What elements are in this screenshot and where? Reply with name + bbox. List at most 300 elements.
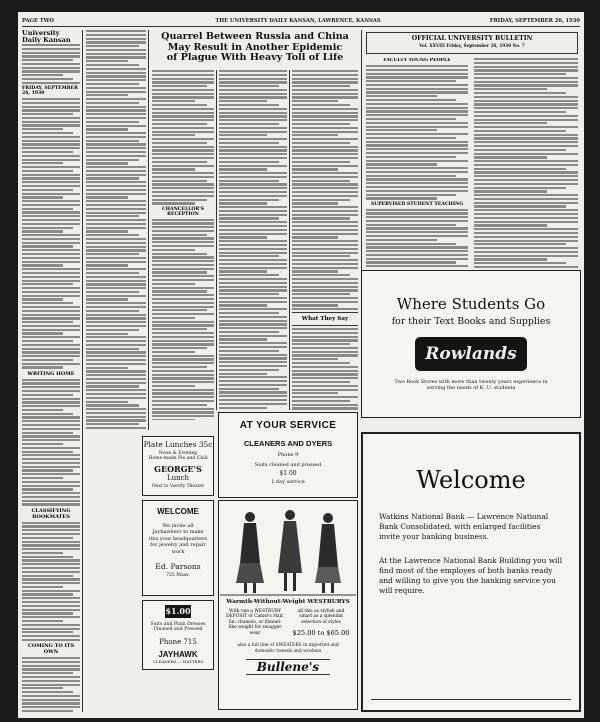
text-line (22, 344, 80, 346)
text-line (474, 137, 578, 139)
text-line (86, 102, 139, 104)
text-line (292, 229, 358, 231)
text-line (152, 230, 214, 232)
text-line (86, 344, 146, 346)
text-line (86, 38, 146, 40)
text-line (219, 357, 287, 359)
text-line (152, 279, 214, 281)
text-line (292, 93, 358, 95)
text-line (219, 149, 287, 151)
text-line (474, 160, 578, 162)
rowlands-logo: Rowlands (415, 337, 527, 371)
text-line (292, 78, 358, 80)
text-line (22, 325, 80, 327)
text-line (22, 359, 73, 361)
text-line (22, 639, 80, 641)
text-line (86, 423, 139, 425)
text-line (22, 329, 80, 331)
text-line (366, 261, 456, 263)
text-line (86, 427, 146, 429)
masthead-rule (22, 26, 580, 27)
text-line (22, 485, 80, 487)
text-line (22, 432, 73, 434)
text-line (474, 58, 578, 60)
text-line (86, 174, 146, 176)
text-line (86, 91, 146, 93)
text-line (22, 109, 80, 111)
text-line (292, 255, 350, 257)
text-line (292, 119, 358, 121)
text-line (474, 107, 578, 109)
text-line (474, 255, 578, 257)
text-line (366, 118, 456, 120)
text-line (292, 308, 358, 310)
text-line (474, 205, 566, 207)
text-line (474, 202, 578, 204)
text-line (152, 358, 214, 360)
text-line (474, 100, 578, 102)
text-line (219, 165, 287, 167)
service-line1: Suits cleaned and pressed (254, 462, 322, 468)
text-line (366, 178, 468, 180)
text-line (22, 582, 80, 584)
text-line (219, 100, 267, 102)
text-line (86, 53, 146, 55)
text-line (22, 631, 73, 633)
text-line (366, 144, 468, 146)
text-line (22, 332, 63, 334)
text-line (219, 304, 267, 306)
text-line (22, 249, 80, 251)
text-line (219, 301, 287, 303)
text-line (22, 253, 80, 255)
text-line (22, 394, 73, 396)
text-line (366, 126, 468, 128)
text-line (86, 336, 146, 338)
text-line (152, 302, 214, 304)
text-line (219, 320, 287, 322)
text-line (22, 691, 73, 693)
text-line (152, 355, 214, 357)
text-line (292, 354, 358, 356)
text-line (219, 142, 279, 144)
text-line (219, 252, 287, 254)
text-line (22, 435, 80, 437)
body-text-lines (366, 65, 468, 200)
text-line (292, 85, 350, 87)
text-line (152, 123, 207, 125)
text-line (86, 385, 139, 387)
text-line (22, 147, 80, 149)
text-line (22, 537, 73, 539)
text-line (474, 247, 578, 249)
text-line (152, 219, 214, 221)
text-line (366, 129, 437, 131)
text-line (22, 533, 80, 535)
text-line (292, 332, 358, 334)
text-line (22, 189, 73, 191)
text-line (86, 162, 128, 164)
text-line (292, 165, 358, 167)
text-line (474, 209, 578, 211)
text-line (86, 238, 146, 240)
text-line (219, 255, 279, 257)
text-line (219, 119, 287, 121)
text-line (22, 170, 73, 172)
text-line (22, 661, 80, 663)
plate-line4: Next to Varsity Theatre (151, 484, 205, 489)
text-line (474, 179, 578, 181)
text-line (152, 271, 207, 273)
text-line (474, 126, 578, 128)
text-line (219, 395, 287, 397)
heading-writing-home: WRITING HOME (27, 370, 75, 377)
text-line (22, 70, 80, 72)
text-line (366, 175, 456, 177)
text-line (152, 85, 207, 87)
text-line (152, 392, 214, 394)
text-line (366, 246, 468, 248)
text-line (292, 138, 358, 140)
text-line (366, 163, 437, 165)
text-line (22, 597, 80, 599)
text-line (152, 377, 214, 379)
text-line (292, 115, 358, 117)
text-line (219, 217, 279, 219)
text-line (86, 389, 146, 391)
text-line (219, 93, 287, 95)
text-line (22, 609, 80, 611)
text-line (474, 145, 578, 147)
text-line (22, 559, 80, 561)
text-line (366, 224, 456, 226)
text-line (292, 407, 358, 409)
text-line (152, 328, 207, 330)
text-line (22, 196, 63, 198)
text-line (152, 389, 214, 391)
text-line (22, 575, 73, 577)
text-line (152, 119, 214, 121)
text-line (86, 151, 146, 153)
text-line (22, 162, 63, 164)
text-line (86, 49, 146, 51)
text-line (22, 668, 80, 670)
text-line (152, 138, 214, 140)
column-rule (289, 70, 290, 410)
text-line (292, 176, 358, 178)
text-line (366, 160, 468, 162)
text-line (474, 96, 578, 98)
text-line (86, 276, 146, 278)
text-line (366, 209, 468, 211)
text-line (219, 373, 267, 375)
text-line (22, 124, 80, 126)
text-line (292, 358, 338, 360)
text-line (292, 362, 350, 364)
text-line (86, 64, 139, 66)
headline-line-3: of Plague With Heavy Toll of Life (166, 52, 344, 63)
text-line (219, 407, 267, 409)
text-line (474, 232, 578, 234)
text-line (22, 500, 80, 502)
rowlands-headline-1: Where Students Go (396, 295, 546, 313)
text-line (22, 420, 80, 422)
body-text-lines (22, 379, 80, 506)
text-line (152, 134, 195, 136)
text-line (474, 130, 566, 132)
text-line (86, 34, 146, 36)
text-line (474, 266, 578, 268)
text-line (366, 194, 456, 196)
jayhawk-sub: CLEANERS — HATTERS (152, 659, 204, 664)
text-line (22, 59, 73, 61)
text-line (22, 291, 80, 293)
text-line (86, 170, 146, 172)
text-line (22, 159, 80, 161)
text-line (152, 161, 207, 163)
text-line (152, 149, 214, 151)
text-line (22, 219, 80, 221)
text-line (292, 381, 350, 383)
body-text-lines (292, 328, 358, 410)
bullenes-footer: also a full line of SWEATERS in imported and domestic tweeds and woolens (237, 643, 339, 654)
text-line (152, 131, 214, 133)
text-line (22, 541, 80, 543)
text-line (22, 283, 73, 285)
text-line (22, 113, 73, 115)
text-line (152, 275, 214, 277)
text-line (152, 93, 214, 95)
text-line (22, 310, 80, 312)
text-line (219, 278, 287, 280)
text-line (474, 103, 578, 105)
text-line (22, 462, 80, 464)
text-line (474, 88, 547, 90)
text-line (219, 376, 287, 378)
text-line (86, 204, 146, 206)
text-line (292, 270, 338, 272)
text-line (292, 123, 350, 125)
text-line (22, 454, 80, 456)
text-line (22, 295, 80, 297)
text-line (219, 369, 279, 371)
masthead-date: FRIDAY, SEPTEMBER 26, 1930 (489, 18, 580, 24)
body-text-lines (22, 98, 80, 369)
text-line (86, 306, 146, 308)
text-line (22, 151, 73, 153)
text-line (474, 224, 547, 226)
text-line (22, 155, 80, 157)
text-line (292, 81, 358, 83)
news-column-5 (292, 70, 358, 310)
text-line (152, 400, 214, 402)
text-line (474, 62, 578, 64)
text-line (22, 215, 80, 217)
news-column-3 (152, 70, 214, 420)
text-line (219, 108, 287, 110)
text-line (86, 121, 139, 123)
text-line (292, 396, 358, 398)
headline-line-1: Quarrel Between Russia and China (161, 31, 349, 42)
text-line (86, 234, 139, 236)
text-line (219, 123, 279, 125)
jayhawk-price: $1.00 (165, 606, 191, 616)
text-line (219, 240, 287, 242)
text-line (474, 119, 578, 121)
text-line (22, 665, 80, 667)
text-line (86, 45, 139, 47)
text-line (366, 254, 468, 256)
newspaper-page (18, 12, 584, 718)
text-line (219, 259, 287, 261)
text-line (292, 347, 358, 349)
text-line (86, 261, 146, 263)
text-line (22, 556, 73, 558)
text-line (22, 439, 80, 441)
bullenes-logo: Bullene's (246, 659, 330, 675)
text-line (22, 687, 63, 689)
text-line (292, 199, 350, 201)
text-line (366, 110, 468, 112)
bulletin-title: OFFICIAL UNIVERSITY BULLETIN (411, 35, 533, 42)
body-text-lines (22, 522, 80, 641)
text-line (86, 359, 146, 361)
text-line (22, 567, 80, 569)
text-line (86, 181, 146, 183)
text-line (86, 246, 146, 248)
text-line (86, 75, 146, 77)
text-line (22, 578, 80, 580)
text-line (366, 99, 456, 101)
text-line (366, 265, 468, 267)
text-line (366, 227, 468, 229)
body-text-lines (366, 209, 468, 268)
text-line (22, 177, 80, 179)
text-line (292, 161, 350, 163)
text-line (292, 149, 358, 151)
bank-para-2: At the Lawrence National Bank Building you will find most of the employes of both banks ready and willing to give you the banking service you will require. (379, 556, 563, 595)
text-line (22, 398, 80, 400)
text-line (152, 256, 214, 258)
text-line (86, 143, 146, 145)
text-line (292, 377, 358, 379)
text-line (86, 196, 128, 198)
text-line (22, 355, 80, 357)
text-line (86, 295, 146, 297)
text-line (292, 240, 358, 242)
text-line (219, 346, 287, 348)
text-line (152, 396, 214, 398)
jayhawk-line1: Suits and Plain Dresses (150, 622, 206, 627)
text-line (86, 404, 139, 406)
text-line (22, 401, 80, 403)
text-line (22, 601, 80, 603)
rowlands-footer: Two Book Stores with more than twenty years experience in serving the needs of K. U. students (394, 379, 548, 391)
text-line (474, 84, 578, 86)
text-line (22, 628, 80, 630)
text-line (86, 94, 128, 96)
text-line (86, 109, 146, 111)
text-line (219, 361, 287, 363)
text-line (152, 287, 214, 289)
text-line (152, 237, 214, 239)
text-line (219, 244, 287, 246)
bullenes-right: all this as stylish and smart as a splendid selection of styles (297, 609, 345, 625)
text-line (152, 264, 214, 266)
text-line (22, 706, 80, 708)
editorial-dateline: FRIDAY, SEPTEMBER 26, 1930 (22, 86, 78, 96)
text-line (474, 198, 578, 200)
text-line (219, 168, 267, 170)
text-line (22, 363, 80, 365)
text-line (152, 309, 207, 311)
text-line (22, 264, 63, 266)
text-line (219, 127, 287, 129)
text-line (86, 287, 146, 289)
text-line (292, 351, 358, 353)
text-line (219, 180, 279, 182)
parsons-title: WELCOME (157, 507, 199, 516)
text-line (22, 230, 63, 232)
text-line (86, 155, 146, 157)
jayhawk-line2: Cleaned and Pressed (153, 627, 203, 632)
text-line (86, 185, 146, 187)
text-line (366, 197, 437, 199)
text-line (219, 270, 267, 272)
text-line (22, 443, 63, 445)
parsons-address: 725 Mass. (166, 573, 190, 579)
text-line (152, 172, 214, 174)
text-line (366, 148, 468, 150)
text-line (292, 385, 358, 387)
text-line (152, 298, 214, 300)
text-line (474, 134, 578, 136)
text-line (22, 121, 80, 123)
text-line (22, 477, 63, 479)
text-line (152, 241, 214, 243)
text-line (86, 212, 146, 214)
text-line (22, 302, 73, 304)
text-line (292, 233, 358, 235)
text-line (292, 286, 358, 288)
text-line (22, 699, 80, 701)
text-line (219, 115, 287, 117)
text-line (292, 127, 358, 129)
plate-line2: Noon & Evening (158, 451, 198, 456)
body-text-lines (152, 219, 214, 420)
jayhawk-name: JAYHAWK (158, 650, 198, 659)
text-line (474, 141, 578, 143)
text-line (22, 657, 80, 659)
text-line (86, 253, 139, 255)
text-line (292, 206, 358, 208)
text-line (22, 409, 63, 411)
text-line (152, 180, 207, 182)
text-line (86, 200, 146, 202)
text-line (22, 469, 73, 471)
service-price: $1.00 (279, 470, 297, 477)
bulletin-col-2 (474, 58, 578, 268)
text-line (292, 134, 338, 136)
text-line (219, 297, 287, 299)
text-line (292, 131, 358, 133)
text-line (219, 112, 287, 114)
text-line (22, 298, 63, 300)
text-line (292, 248, 358, 250)
text-line (219, 384, 287, 386)
text-line (366, 88, 468, 90)
text-line (22, 676, 80, 678)
